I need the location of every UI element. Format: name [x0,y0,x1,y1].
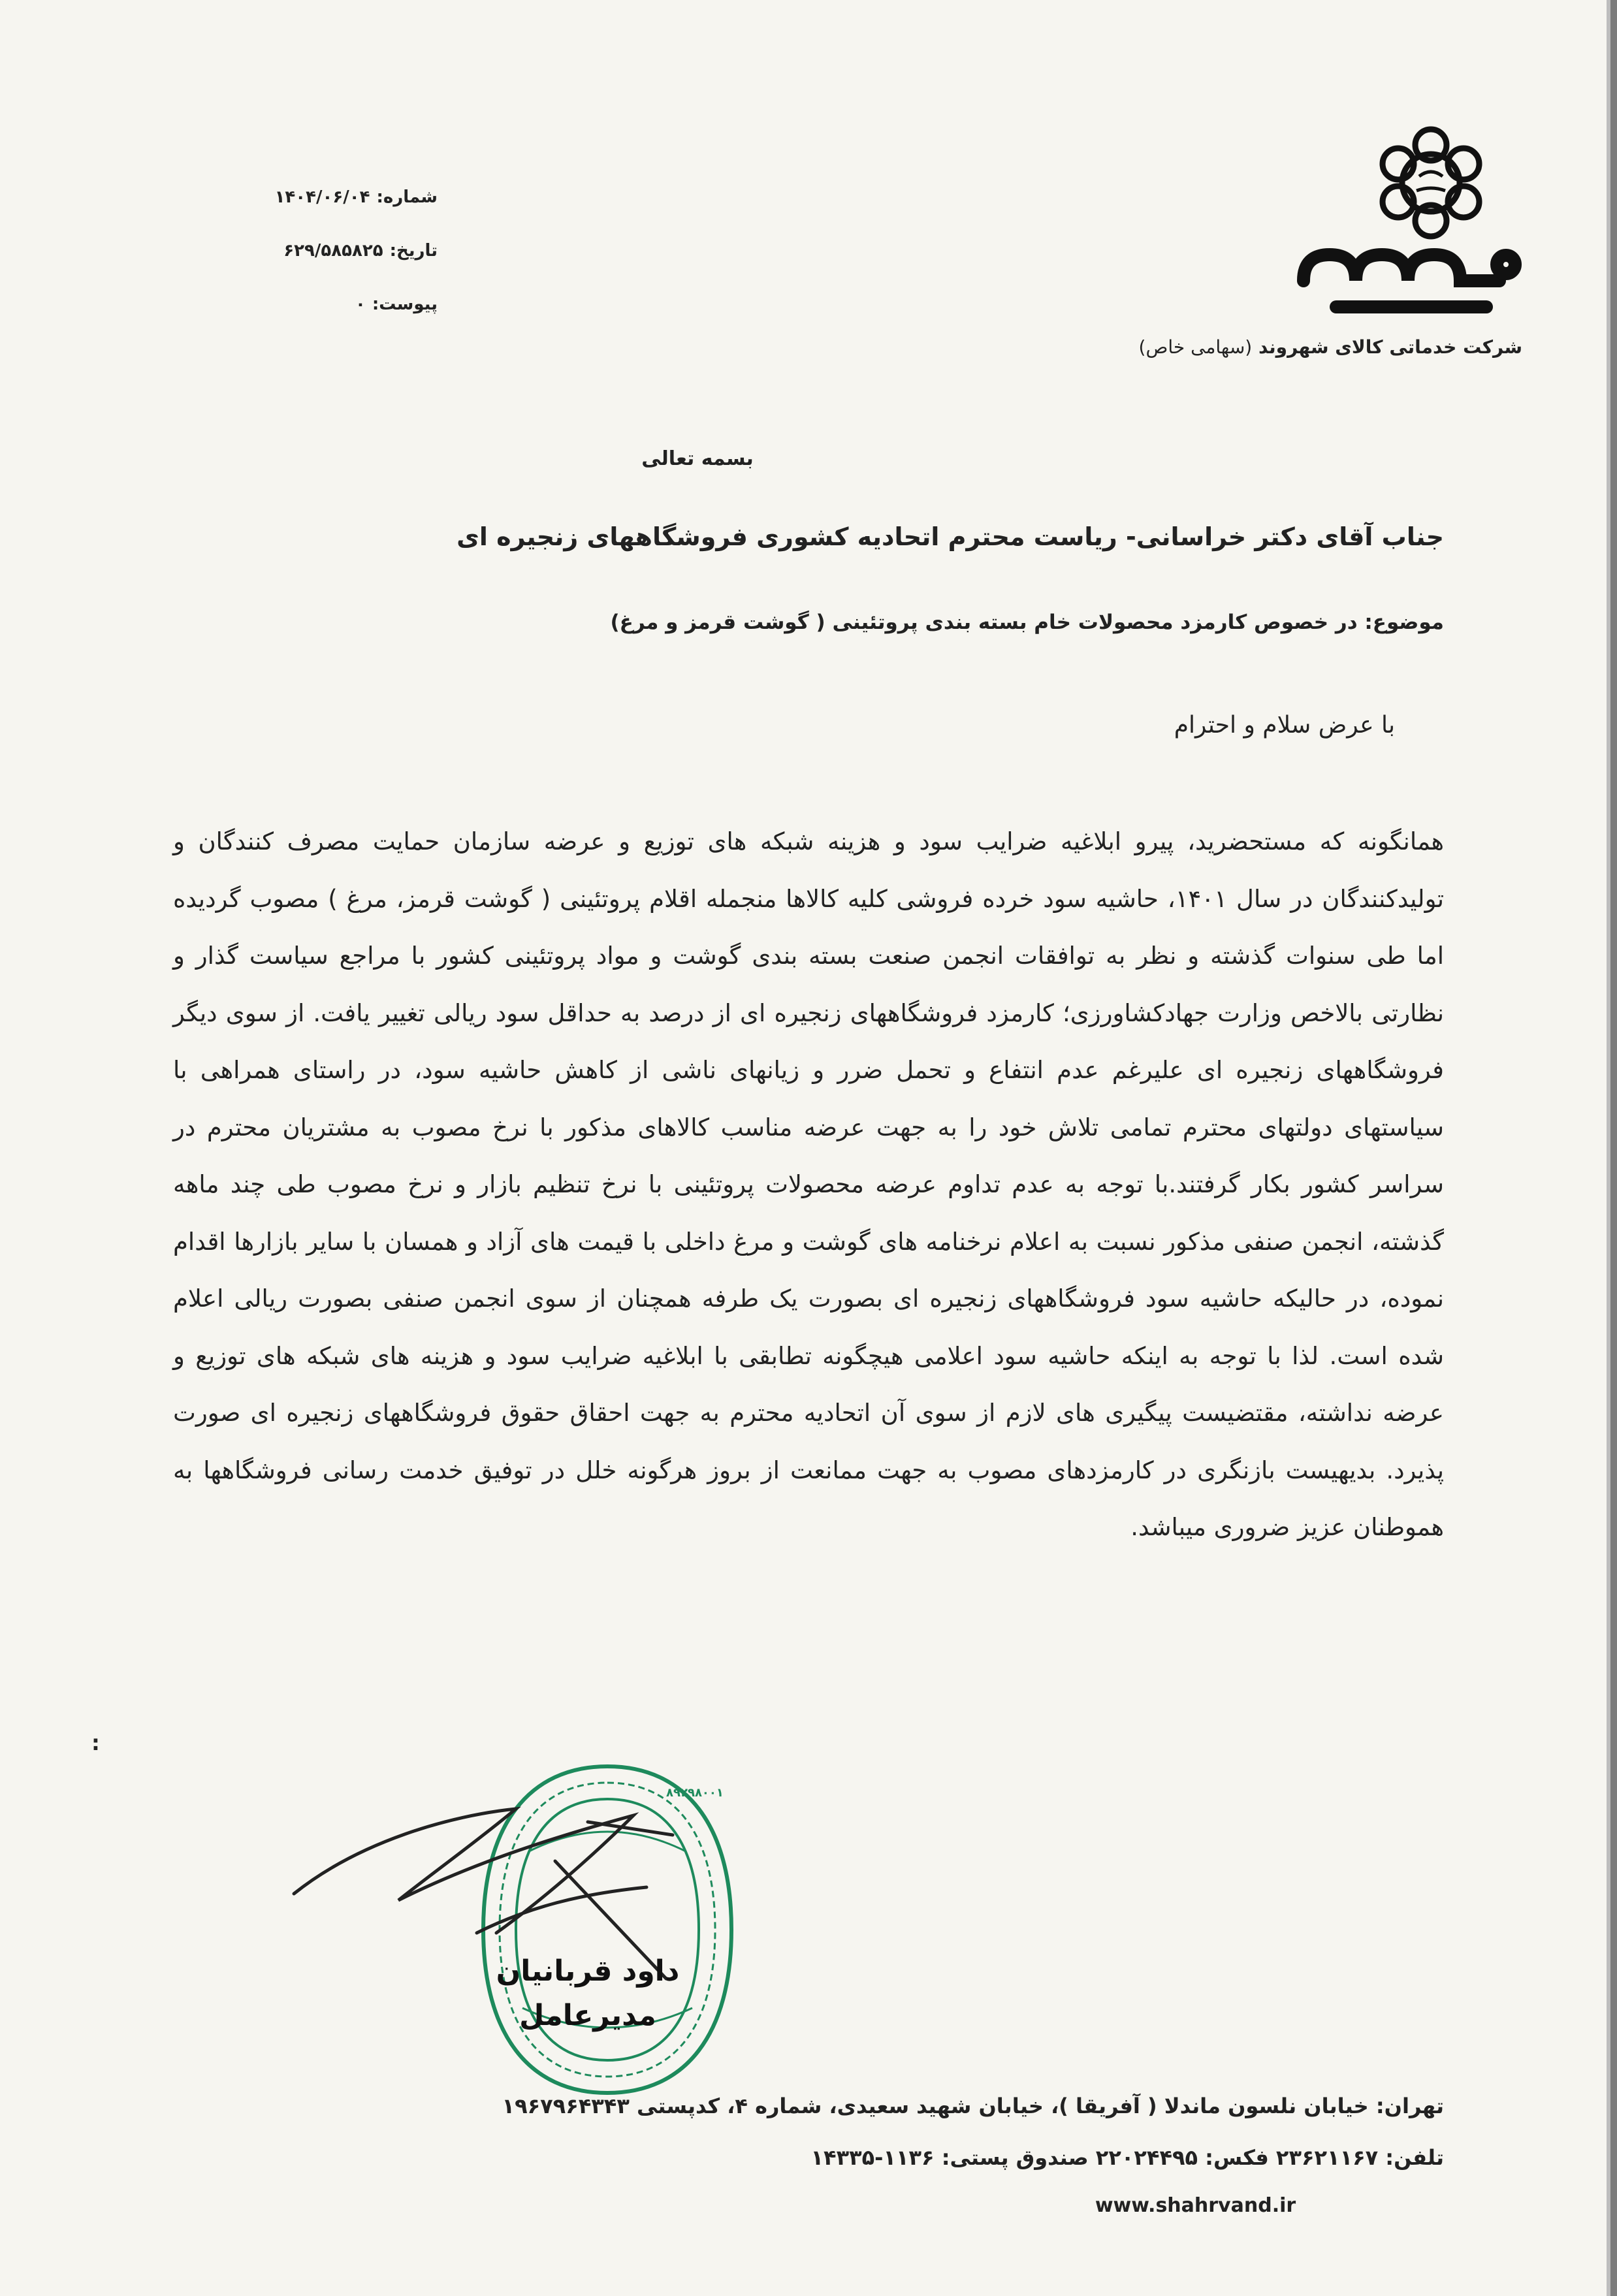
basmala: بسمه تعالی [641,447,754,470]
colon-mark: : [91,1730,100,1755]
footer-phone: تلفن: ۲۳۶۲۱۱۶۷ فکس: ۲۲۰۲۴۴۹۵ صندوق پستی: ۱۱۳۶-۱۴۳۳۵ [810,2145,1444,2170]
signer-block [470,1949,705,2038]
signer-name: داود قربانیان [496,1954,680,1988]
letter-date-label: تاریخ: [389,241,438,261]
letter-number-label: شماره: [376,187,438,208]
letter-attachment-value: ۰ [355,295,366,315]
footer-address: تهران: خیابان نلسون ماندلا ( آفریقا )، خیابان شهید سعیدی، شماره ۴، کدپستی ۱۹۶۷۹۶۴۳۴۳ [502,2094,1444,2118]
signer-title: مدیرعامل [519,1999,656,2033]
letter-date-value: ۶۲۹/۵۸۵۸۲۵ [283,241,383,261]
company-name [1139,336,1522,358]
company-type: (سهامی خاص) [1138,336,1253,358]
letter-number [163,171,438,225]
letter-date [163,225,438,278]
footer-website: www.shahrvand.ir [1095,2194,1296,2217]
letter-number-value: ۱۴۰۴/۰۶/۰۴ [274,187,370,208]
addressee: جناب آقای دکتر خراسانی- ریاست محترم اتحادیه کشوری فروشگاههای زنجیره ای [456,522,1444,551]
company-name-text: شرکت خدماتی کالای شهروند [1258,336,1522,358]
letter-meta [163,171,438,332]
letter-subject: موضوع: در خصوص کارمزد محصولات خام بسته بندی پروتئینی ( گوشت قرمز و مرغ) [610,611,1444,634]
letter-attachment [163,278,438,332]
municipality-emblem-icon [1383,129,1479,236]
shahrvand-wordmark-icon [1304,255,1515,307]
greeting: با عرض سلام و احترام [1174,712,1395,739]
company-logo [1290,118,1539,333]
letter-body: همانگونه که مستحضرید، پیرو ابلاغیه ضرایب سود و هزینه شبکه های توزیع و عرضه سازمان حمایت مصرف کنندگان و تولیدکنندگان در سال ۱۴۰۱، حاشیه سود خرده فروشی کلیه کالاها منجمله اقلام پروتئینی ( گوشت قرمز، مرغ ) مصوب گردیده اما طی سنوات گذشته و نظر به توافقات انجمن صنعت بسته بندی گوشت و مواد پروتئینی کشور با مراجع سیاست گذار و نظارتی بالاخص وزارت جهادکشاورزی؛ کارمزد فروشگاههای زنجیره ای از درصد به حداقل سود ریالی تغییر یافت. از سوی دیگر فروشگاههای زنجیره ای علیرغم عدم انتفاع و تحمل ضرر و زیانهای ناشی از کاهش حاشیه سود، در راستای همراهی با سیاستهای دولتهای محترم تمامی تلاش خود را به جهت عرضه مناسب کالاهای مذکور با نرخ مصوب به مشتریان محترم در سراسر کشور بکار گرفتند.با توجه به عدم تداوم عرضه محصولات پروتئینی با نرخ تنظیم بازار و نرخ مصوب طی چند ماهه گذشته، انجمن صنفی مذکور نسبت به اعلام نرخنامه های گوشت و مرغ داخلی با قیمت های آزاد و همسان با سایر بازارها اقدام نموده، در حالیکه حاشیه سود فروشگاههای زنجیره ای بصورت یک طرفه همچنان از سوی انجمن صنفی بصورت ریالی اعلام شده است. لذا با توجه به اینکه حاشیه سود اعلامی هیچگونه تطابقی با ابلاغیه ضرایب سود و هزینه های شبکه های توزیع و عرضه نداشته، مقتضیست پیگیری های لازم از سوی آن اتحادیه محترم به جهت احقاق حقوق فروشگاههای زنجیره ای صورت پذیرد. بدیهیست بازنگری در کارمزدهای مصوب به جهت ممانعت از بروز هرگونه خلل در توفیق خدمت رسانی فروشگاهها به هموطنان عزیز ضروری میباشد. [173,827,1444,1541]
stamp-reference-number: ۸۹۲۹۸۰۰۱ [666,1786,724,1800]
scan-edge [1610,0,1617,2296]
letter-attachment-label: پیوست: [372,295,438,315]
